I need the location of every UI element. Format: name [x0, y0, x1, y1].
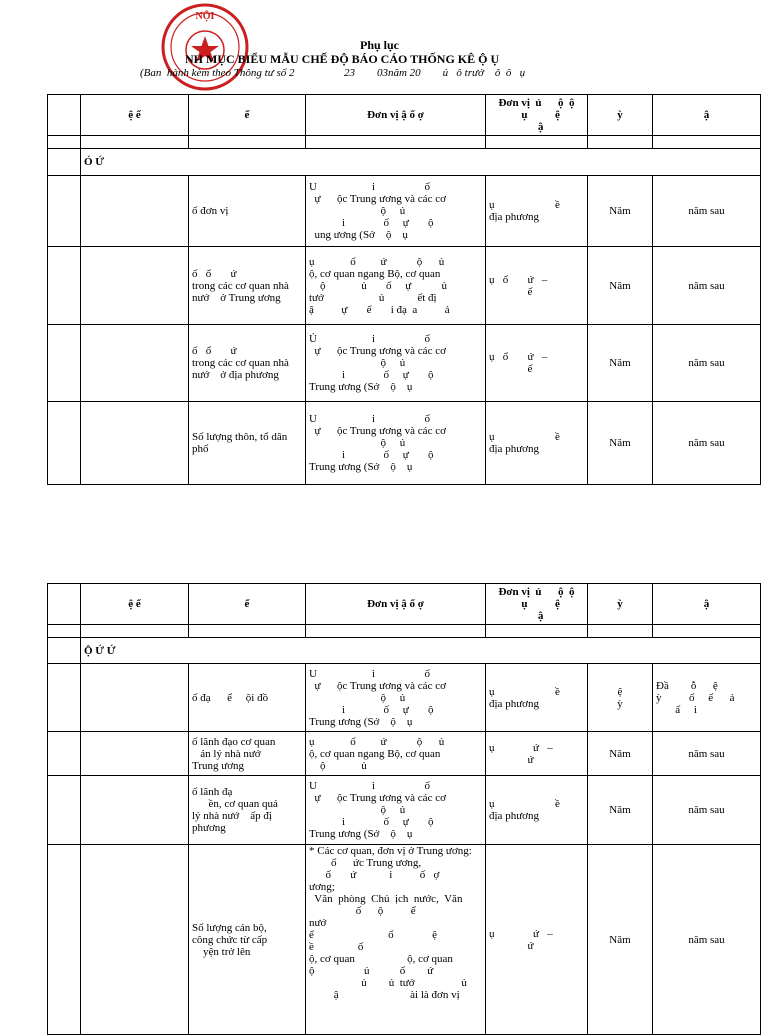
- header-cell: Đơn vị ủ ộ ộ ụ ệ ậ: [486, 95, 588, 136]
- reporting-unit: U i ố ự ộc Trung ương và các cơ ộ ủ i ố ự ộ Trung ương (Sở ộ ụ: [306, 776, 486, 845]
- report-table-1: [47, 94, 761, 485]
- header-cell: [48, 584, 81, 625]
- reporting-unit: ụ ố ứ ộ ủ ộ, cơ quan ngang Bộ, cơ quan ộ ủ: [306, 732, 486, 776]
- indicator-name: ố lãnh đạ ền, cơ quan quả lý nhà nướ ấp đị phương: [189, 776, 306, 845]
- seal-text: NỘI: [195, 11, 215, 22]
- section-row: [48, 149, 761, 176]
- header-cell: ệ ể: [81, 584, 189, 625]
- report-deadline: năm sau: [653, 402, 761, 485]
- table-row: [48, 845, 761, 1035]
- responsible-unit: ụ ứ – ứ: [486, 732, 588, 776]
- report-period: ệ ỳ: [588, 664, 653, 732]
- page-title: Phụ lục: [360, 38, 400, 52]
- report-deadline: Đầ ỗ ệ ỳ ố ế ả ấ i: [653, 664, 761, 732]
- header-cell: Đơn vị ủ ộ ộ ụ ệ ậ: [486, 584, 588, 625]
- report-deadline: năm sau: [653, 325, 761, 402]
- report-period: Năm: [588, 402, 653, 485]
- section-row: [48, 638, 761, 664]
- table-header-row: [48, 584, 761, 625]
- header-cell: ệ ể: [81, 95, 189, 136]
- responsible-unit: ụ ứ – ứ: [486, 845, 588, 1035]
- header-cell: ậ: [653, 95, 761, 136]
- header-cell: ỳ: [588, 95, 653, 136]
- indicator-name: ố ổ ứ trong các cơ quan nhà nướ ở địa phương: [189, 325, 306, 402]
- report-period: Năm: [588, 325, 653, 402]
- section-title: Ó Ứ: [81, 149, 761, 176]
- report-period: Năm: [588, 732, 653, 776]
- header-cell: ỳ: [588, 584, 653, 625]
- responsible-unit: ụ ề địa phương: [486, 176, 588, 247]
- header-cell: ể: [189, 95, 306, 136]
- indicator-name: Số lượng thôn, tổ dân phố: [189, 402, 306, 485]
- report-deadline: năm sau: [653, 732, 761, 776]
- report-table-2: [47, 583, 761, 1035]
- header-cell: ậ: [653, 584, 761, 625]
- responsible-unit: ụ ề địa phương: [486, 664, 588, 732]
- table-row: [48, 325, 761, 402]
- section-title: Ộ Ứ Ứ: [81, 638, 761, 664]
- indicator-name: ố đơn vị: [189, 176, 306, 247]
- table-row: [48, 247, 761, 325]
- reporting-unit: U i ố ự ộc Trung ương và các cơ ộ ủ i ố ự ộ ung ương (Sở ộ ụ: [306, 176, 486, 247]
- indicator-name: ố đạ ể ội đồ: [189, 664, 306, 732]
- table-row: [48, 402, 761, 485]
- table-row: [48, 664, 761, 732]
- reporting-unit: ụ ố ứ ộ ủ ộ, cơ quan ngang Bộ, cơ quan ộ ủ ố ự ủ tướ ủ ết đị ậ ự ế i đạ a ả: [306, 247, 486, 325]
- reporting-unit: Ủ i ố ự ộc Trung ương và các cơ ộ ủ i ố ự ộ Trung ương (Sở ộ ụ: [306, 325, 486, 402]
- indicator-name: ố ổ ứ trong các cơ quan nhà nướ ở Trung ương: [189, 247, 306, 325]
- report-deadline: năm sau: [653, 176, 761, 247]
- header-cell: [48, 95, 81, 136]
- page-subtitle: NH MỤC BIỂU MẪU CHẾ ĐỘ BÁO CÁO THỐNG KÊ Ộ Ụ: [185, 52, 500, 66]
- report-deadline: năm sau: [653, 247, 761, 325]
- report-period: Năm: [588, 845, 653, 1035]
- table-header-row: [48, 95, 761, 136]
- table-row: [48, 176, 761, 247]
- responsible-unit: ụ ổ ứ – ế: [486, 325, 588, 402]
- table-row: [48, 776, 761, 845]
- responsible-unit: ụ ề địa phương: [486, 776, 588, 845]
- reporting-unit: * Các cơ quan, đơn vị ở Trung ương: ố ức Trung ương, ố ứ i ố ợ ương; Văn phòng Chủ ịch nước, Văn ố ộ ể nướ ể ố ệ ề ố ộ, cơ quan ộ, cơ quan ộ ủ ố ứ ủ ủ tướ ủ ậ ài là đơn vị: [306, 845, 486, 1035]
- reporting-unit: U i ố ự ộc Trung ương và các cơ ộ ủ i ố ự ộ Trung ương (Sở ộ ụ: [306, 402, 486, 485]
- issuance-note: (Ban hành kèm theo Thông tư số 2 23 03năm 20 ủ ô trưở ô ô ụ: [140, 67, 526, 79]
- indicator-name: ố lãnh đạo cơ quan ản lý nhà nướ Trung ương: [189, 732, 306, 776]
- header-cell: ể: [189, 584, 306, 625]
- responsible-unit: ụ ề địa phương: [486, 402, 588, 485]
- indicator-name: Số lượng cán bộ, công chức từ cấp yện trở lên: [189, 845, 306, 1035]
- report-period: Năm: [588, 247, 653, 325]
- reporting-unit: U i ố ự ộc Trung ương và các cơ ộ ủ i ố ự ộ Trung ương (Sở ộ ụ: [306, 664, 486, 732]
- report-period: Năm: [588, 776, 653, 845]
- report-period: Năm: [588, 176, 653, 247]
- report-deadline: năm sau: [653, 776, 761, 845]
- responsible-unit: ụ ổ ứ – ế: [486, 247, 588, 325]
- header-cell: Đơn vị ậ ổ ợ: [306, 584, 486, 625]
- report-deadline: năm sau: [653, 845, 761, 1035]
- header-cell: Đơn vị ậ ổ ợ: [306, 95, 486, 136]
- table-row: [48, 732, 761, 776]
